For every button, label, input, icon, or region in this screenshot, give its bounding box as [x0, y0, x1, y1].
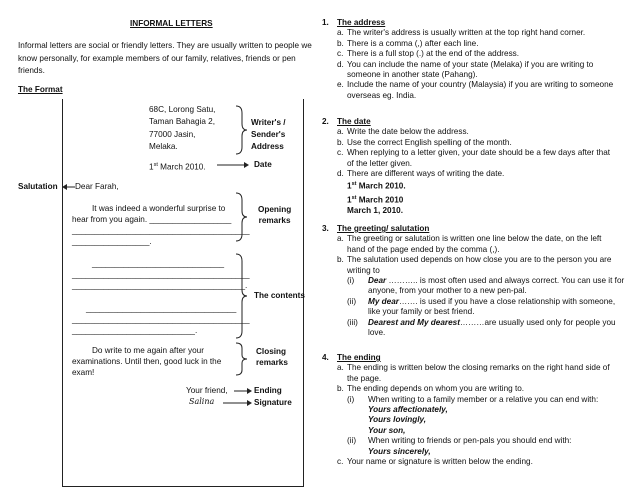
- label-salutation: Salutation: [18, 182, 58, 191]
- date-arrow: [216, 161, 250, 169]
- date-rest: March 2010.: [157, 162, 206, 172]
- date-day: 1: [149, 162, 154, 172]
- marker: b.: [337, 137, 344, 147]
- sub-item: [322, 276, 632, 286]
- address-line: 77000 Jasin,: [149, 129, 196, 139]
- label-date: Date: [254, 160, 272, 169]
- section-title: The ending: [337, 353, 381, 362]
- salutation-text: Dear Farah,: [75, 182, 119, 191]
- greeting-word: Dear: [368, 276, 387, 286]
- section-date: [322, 117, 632, 216]
- list-item: [322, 127, 632, 137]
- list-item: [322, 80, 632, 90]
- item-text: There are different ways of writing the date.: [347, 169, 505, 179]
- marker: c.: [337, 148, 344, 158]
- item-text: of the letter given.: [347, 158, 413, 168]
- date-sup: st: [153, 162, 158, 168]
- ex-text: March 1, 2010.: [347, 205, 403, 215]
- frame-left-border: [62, 99, 63, 486]
- opening-line: It was indeed a wonderful surprise to: [92, 204, 226, 213]
- marker: e.: [337, 80, 344, 90]
- label-writer: Writer's /: [251, 118, 286, 127]
- greeting-word: My dear: [368, 296, 399, 306]
- body-line: _____________________________: [92, 259, 225, 268]
- opening-line: hear from you again. __________________: [72, 215, 232, 224]
- marker: b.: [337, 38, 344, 48]
- sub-item: [322, 318, 632, 328]
- item-text: ……. is used if you have a close relationship with someone,: [398, 296, 616, 306]
- item-text: The writer's address is usually written at the top right hand corner.: [347, 28, 586, 38]
- list-item: [322, 363, 632, 373]
- address-label: [251, 117, 286, 154]
- opening-line: _________________.: [72, 237, 152, 246]
- salutation-arrow: [62, 183, 76, 191]
- label-contents: The contents: [254, 291, 305, 300]
- label-ending: Ending: [254, 386, 282, 395]
- item-text: love.: [368, 328, 386, 338]
- closing-label: [256, 346, 288, 368]
- label-remarks: remarks: [258, 216, 291, 225]
- ex-day: 1: [347, 182, 352, 192]
- body-line: _______________________________________: [72, 270, 250, 279]
- date-example: [322, 193, 632, 206]
- format-heading: The Format: [18, 85, 63, 94]
- marker: (ii): [347, 436, 357, 446]
- item-text: Your name or signature is written below the ending.: [347, 457, 533, 467]
- address-brace: [234, 105, 248, 155]
- ex-day: 1: [347, 195, 352, 205]
- list-item: [322, 60, 632, 70]
- label-closing: Closing: [256, 347, 287, 356]
- item-text: Use the correct English spelling of the month.: [347, 137, 512, 147]
- section-number: 2.: [322, 117, 329, 126]
- frame-bottom-border: [62, 486, 304, 487]
- section-title: The date: [337, 117, 371, 126]
- item-text: Include the name of your country (Malaysia) if you are writing to someone: [347, 80, 614, 90]
- marker: c.: [337, 49, 344, 59]
- closing-line: Do write to me again after your: [92, 346, 204, 355]
- address-line: Melaka.: [149, 142, 178, 152]
- closing-brace: [234, 342, 248, 376]
- item-text: The ending depends on whom you are writing to.: [347, 384, 525, 394]
- item-text: When replying to a letter given, your date should be a few days after that: [347, 148, 611, 158]
- item-text: someone in another state (Pahang).: [347, 70, 478, 80]
- letter-date: [149, 160, 206, 173]
- sub-item-continued: [322, 286, 632, 296]
- ending-arrow: [233, 387, 253, 395]
- marker: d.: [337, 169, 344, 179]
- item-text: writing to: [347, 265, 380, 275]
- sub-item: [322, 395, 632, 405]
- marker: a.: [337, 28, 344, 38]
- ex-sup: st: [351, 181, 357, 188]
- item-text: When writing to friends or pen-pals you should end with:: [368, 436, 572, 446]
- list-item: [322, 148, 632, 158]
- intro-paragraph: Informal letters are social or friendly letters. They are usually written to people we know personally, for example members of our family, relatives, friends or pen friends.: [18, 41, 312, 76]
- marker: (i): [347, 276, 355, 286]
- marker: d.: [337, 59, 344, 69]
- opening-line: _______________________________________: [72, 226, 250, 235]
- marker: a.: [337, 234, 344, 244]
- label-signature: Signature: [254, 398, 292, 407]
- item-text: There is a comma (,) after each line.: [347, 38, 479, 48]
- sub-item: [322, 436, 632, 446]
- marker: (i): [347, 394, 355, 404]
- list-item: [322, 39, 632, 49]
- label-opening: Opening: [258, 205, 292, 214]
- contents-brace: [234, 253, 248, 339]
- list-item-continued: [322, 159, 632, 169]
- marker: a.: [337, 127, 344, 137]
- item-text: When writing to a family member or a relative you can end with:: [368, 394, 599, 404]
- ending-example: Yours lovingly,: [368, 415, 427, 425]
- signature-arrow: [222, 399, 253, 407]
- section-number: 4.: [322, 353, 329, 362]
- item-text: the page.: [347, 373, 382, 383]
- sub-item-continued: [322, 307, 632, 317]
- list-item: [322, 234, 632, 244]
- section-greeting: [322, 224, 632, 338]
- list-item: [322, 28, 632, 38]
- marker: b.: [337, 255, 344, 265]
- sub-item-continued: [322, 328, 632, 338]
- marker: (ii): [347, 296, 357, 306]
- list-item: [322, 384, 632, 394]
- item-text: There is a full stop (.) at the end of the address.: [347, 49, 520, 59]
- date-example: [322, 206, 632, 216]
- label-address: Address: [251, 142, 284, 152]
- list-item: [322, 255, 632, 265]
- address-line: Taman Bahagia 2,: [149, 117, 215, 127]
- body-line: _______________________________________: [72, 315, 250, 324]
- body-line: ___________________________.: [72, 326, 198, 335]
- section-number: 3.: [322, 224, 329, 233]
- marker: b.: [337, 384, 344, 394]
- item-text: hand of the page ended by the comma (,).: [347, 244, 500, 254]
- signature-text: Salina: [189, 397, 215, 406]
- item-text: like your family or best friend.: [368, 307, 475, 317]
- item-text: You can include the name of your state (Melaka) if you are writing to: [347, 59, 594, 69]
- closing-line: examinations. Until then, good luck in the: [72, 357, 222, 366]
- marker: c.: [337, 457, 344, 467]
- item-text: ………are usually used only for people you: [459, 317, 616, 327]
- ending-example: Your son,: [368, 425, 406, 435]
- section-address: [322, 18, 632, 101]
- marker: a.: [337, 363, 344, 373]
- section-ending: [322, 353, 632, 467]
- ex-rest: March 2010.: [356, 182, 406, 192]
- list-item: [322, 138, 632, 148]
- section-title: The greeting/ salutation: [337, 224, 430, 233]
- section-title: The address: [337, 18, 386, 27]
- body-line: ______________________________________.: [72, 281, 248, 290]
- list-item-continued: [322, 91, 632, 101]
- item-text: The salutation used depends on how close you are to the person you are: [347, 255, 612, 265]
- list-item: [322, 457, 632, 467]
- item-text: overseas eg. India.: [347, 90, 417, 100]
- label-sender: Sender's: [251, 130, 286, 140]
- item-text: anyone, from your mother to a new pen-pal.: [368, 286, 527, 296]
- date-example: [322, 179, 632, 192]
- opening-label: [258, 204, 291, 226]
- body-line: _________________________________: [86, 304, 237, 313]
- ex-sup: st: [351, 194, 357, 201]
- list-item-continued: [322, 70, 632, 80]
- list-item-continued: [322, 266, 632, 276]
- list-item: [322, 49, 632, 59]
- closing-line: exam!: [72, 368, 95, 377]
- page-title: INFORMAL LETTERS: [130, 19, 213, 28]
- ex-rest: March 2010: [356, 195, 404, 205]
- address-line: 68C, Lorong Satu,: [149, 105, 216, 114]
- marker: (iii): [347, 317, 358, 327]
- section-number: 1.: [322, 18, 329, 27]
- opening-brace: [234, 192, 248, 242]
- label-closing-remarks: remarks: [256, 358, 288, 367]
- item-text: The greeting or salutation is written one line below the date, on the left: [347, 234, 602, 244]
- sender-address: [149, 104, 215, 154]
- ending-example: Yours affectionately,: [368, 405, 448, 415]
- greeting-word: Dearest and My dearest: [368, 317, 460, 327]
- sub-item: [322, 297, 632, 307]
- list-item-continued: [322, 374, 632, 384]
- item-text: The ending is written below the closing remarks on the right hand side of: [347, 363, 610, 373]
- ending-text: Your friend,: [186, 386, 228, 395]
- item-text: Write the date below the address.: [347, 127, 469, 137]
- item-text: ……….. is most often used and always correct. You can use it for: [386, 276, 625, 286]
- list-item: [322, 169, 632, 179]
- list-item-continued: [322, 245, 632, 255]
- ending-example: Yours sincerely,: [368, 446, 431, 456]
